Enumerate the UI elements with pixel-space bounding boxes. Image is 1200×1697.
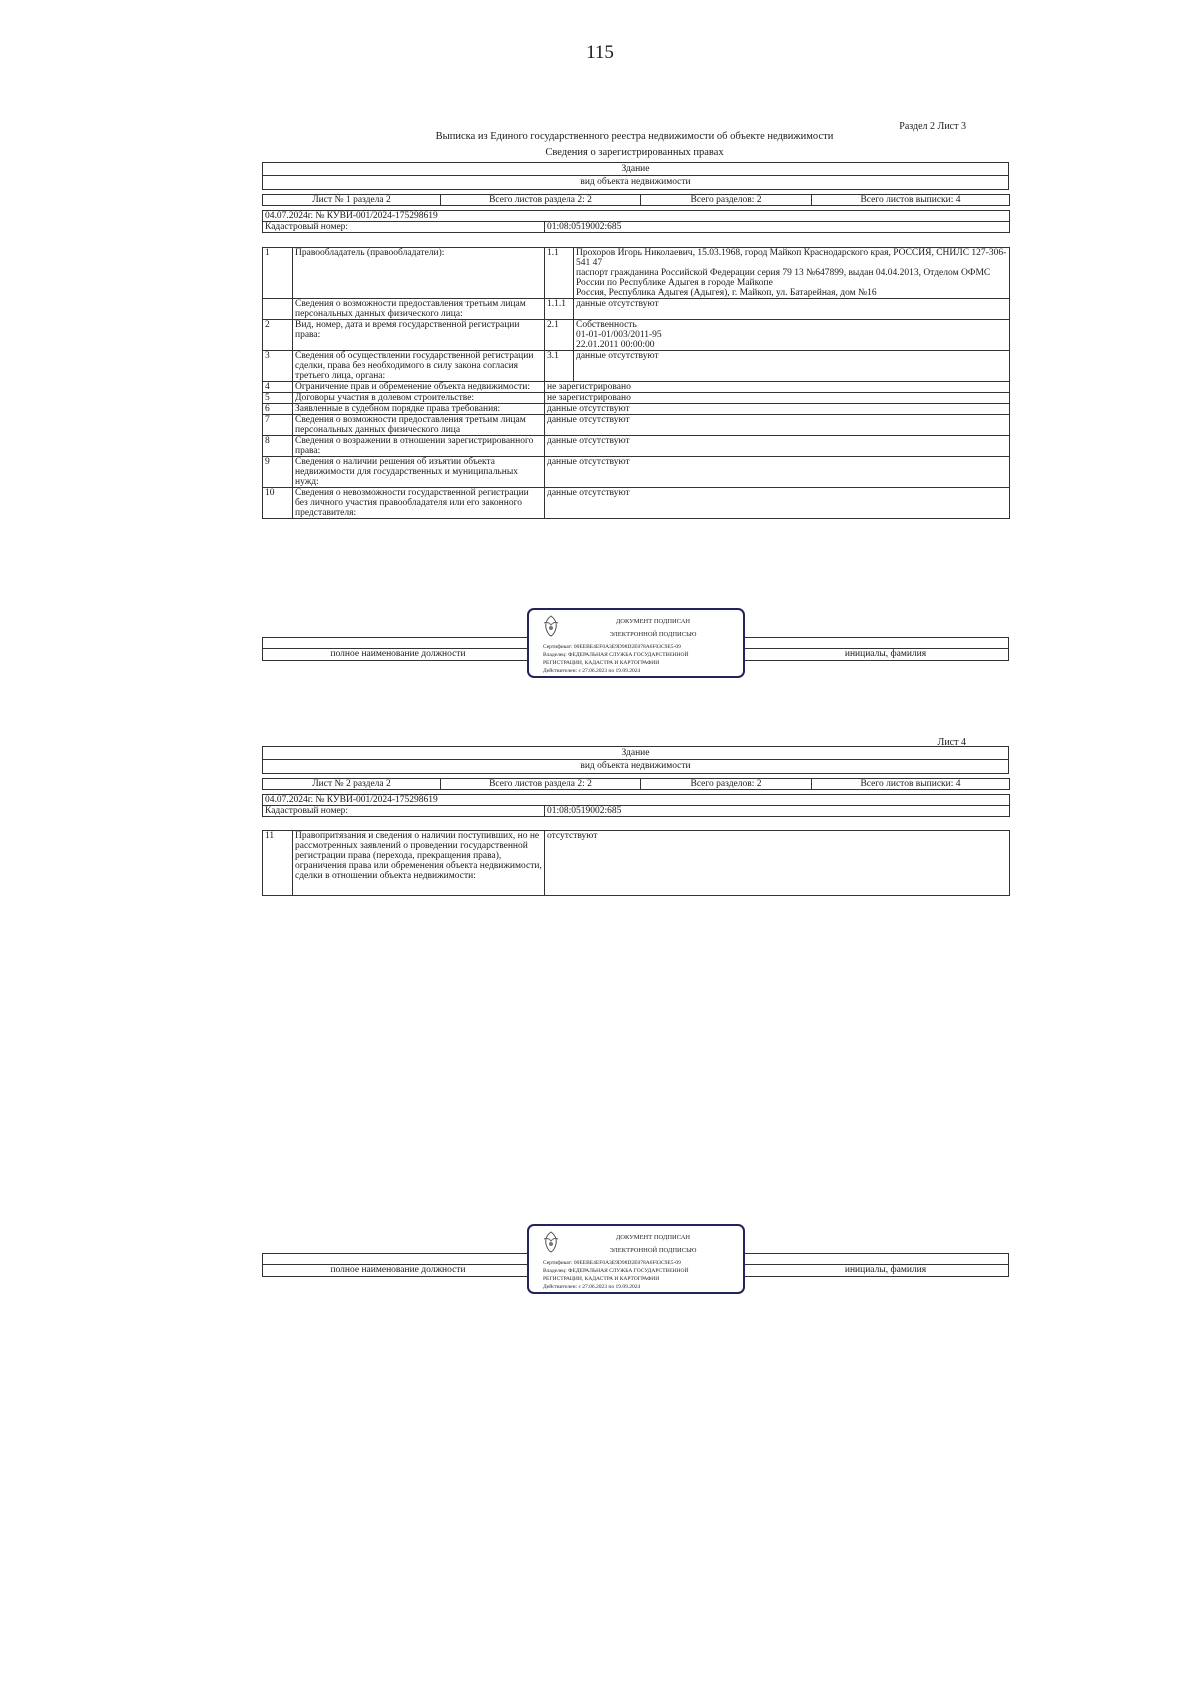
stamp-owner: Владелец: ФЕДЕРАЛЬНАЯ СЛУЖБА ГОСУДАРСТВЕННОЙ — [543, 1268, 689, 1274]
stamp-owner2: РЕГИСТРАЦИИ, КАДАСТРА И КАРТОГРАФИИ — [543, 660, 660, 666]
position-caption: полное наименование должности — [330, 649, 466, 659]
object-kind-caption: вид объекта недвижимости — [580, 177, 691, 187]
row-number: 2 — [263, 320, 293, 351]
object-kind-box-2 — [262, 746, 1009, 774]
page-number: 115 — [586, 42, 614, 63]
rights-row — [263, 351, 1010, 382]
row-value: данные отсутствуют — [545, 488, 1010, 519]
sheet-info-row — [262, 194, 1010, 206]
row-number: 5 — [263, 393, 293, 404]
name-caption: инициалы, фамилия — [844, 649, 927, 659]
date-number: 04.07.2024г. № КУВИ-001/2024-175298619 — [263, 211, 1010, 222]
section-sheet-label: Раздел 2 Лист 3 — [899, 121, 966, 132]
row-label: Вид, номер, дата и время государственной регистрации права: — [293, 320, 545, 351]
claims-table — [262, 830, 1010, 896]
stamp-line1: ДОКУМЕНТ ПОДПИСАН — [615, 1234, 691, 1241]
rights-row — [263, 488, 1010, 519]
row-label: Сведения о возможности предоставления третьим лицам персональных данных физического лица: — [293, 299, 545, 320]
row-number: 7 — [263, 415, 293, 436]
rights-row — [263, 320, 1010, 351]
sheet-number: Лист № 2 раздела 2 — [263, 779, 441, 790]
section-total-sheets: Всего листов раздела 2: 2 — [441, 195, 641, 206]
position-caption: полное наименование должности — [330, 1265, 466, 1275]
section-total-sheets: Всего листов раздела 2: 2 — [441, 779, 641, 790]
row-label: Сведения о наличии решения об изъятии объекта недвижимости для государственных и муниципальных нужд: — [293, 457, 545, 488]
total-extract-sheets: Всего листов выписки: 4 — [812, 779, 1010, 790]
object-kind-caption: вид объекта недвижимости — [580, 761, 691, 771]
stamp-owner: Владелец: ФЕДЕРАЛЬНАЯ СЛУЖБА ГОСУДАРСТВЕННОЙ — [543, 652, 689, 658]
row-subnumber: 3.1 — [545, 351, 574, 382]
extract-id-block-2 — [262, 794, 1010, 817]
row-number: 3 — [263, 351, 293, 382]
date-number: 04.07.2024г. № КУВИ-001/2024-175298619 — [263, 795, 1010, 806]
row-subnumber: 1.1 — [545, 248, 574, 299]
cadastral-label: Кадастровый номер: — [263, 806, 545, 817]
document-subtitle: Сведения о зарегистрированных правах — [545, 147, 724, 158]
rights-row — [263, 404, 1010, 415]
cadastral-value: 01:08:0519002:685 — [545, 222, 1010, 233]
emblem-icon — [541, 615, 561, 637]
rights-row — [263, 436, 1010, 457]
stamp-owner2: РЕГИСТРАЦИИ, КАДАСТРА И КАРТОГРАФИИ — [543, 1276, 660, 1282]
row-label: Заявленные в судебном порядке права требования: — [293, 404, 545, 415]
row-label: Правообладатель (правообладатели): — [293, 248, 545, 299]
row-number — [263, 299, 293, 320]
total-sections: Всего разделов: 2 — [641, 779, 812, 790]
row-subnumber: 1.1.1 — [545, 299, 574, 320]
row-value: данные отсутствуют — [545, 404, 1010, 415]
row-number: 10 — [263, 488, 293, 519]
row-label: Сведения о возражении в отношении зарегистрированного права: — [293, 436, 545, 457]
rights-row — [263, 299, 1010, 320]
document-title: Выписка из Единого государственного реестра недвижимости об объекте недвижимости — [435, 131, 834, 142]
stamp-line2: ЭЛЕКТРОННОЙ ПОДПИСЬЮ — [609, 631, 697, 638]
row-label: Сведения о возможности предоставления третьим лицам персональных данных физического лица — [293, 415, 545, 436]
row-number: 8 — [263, 436, 293, 457]
stamp-line1: ДОКУМЕНТ ПОДПИСАН — [615, 618, 691, 625]
row-value: Прохоров Игорь Николаевич, 15.03.1968, город Майкоп Краснодарского края, РОССИЯ, СНИЛС 127-306-541 47 паспорт гражданина Российской Федерации серия 79 13 №647899, выдан 04.04.2013, Отделом ОФМС России по Республике Адыгея в городе Майкопе Россия, Республика Адыгея (Адыгея), г. Майкоп, ул. Батарейная, дом №16 — [574, 248, 1010, 299]
row-label: Договоры участия в долевом строительстве: — [293, 393, 545, 404]
stamp-line2: ЭЛЕКТРОННОЙ ПОДПИСЬЮ — [609, 1247, 697, 1254]
rights-row — [263, 393, 1010, 404]
row-subnumber: 2.1 — [545, 320, 574, 351]
row-label: Правопритязания и сведения о наличии поступивших, но не рассмотренных заявлений о проведении государственной регистрации права (перехода, прекращения права), ограничения права или обременения объекта недвижимости, сделки в отношении объекта недвижимости: — [293, 831, 545, 896]
object-kind-box — [262, 162, 1009, 190]
row-number: 1 — [263, 248, 293, 299]
stamp-validity: Действителен: с 27.06.2023 по 19.09.2024 — [543, 668, 641, 674]
stamp-certificate: Сертификат: 00ЕЕВЕ4EF0A3E9D98D2E078A6F03C9E5-09 — [543, 644, 681, 650]
row-value: не зарегистрировано — [545, 393, 1010, 404]
sheet4-label: Лист 4 — [937, 737, 966, 748]
row-value: отсутствуют — [545, 831, 1010, 896]
row-value: данные отсутствуют — [545, 457, 1010, 488]
row-label: Сведения о невозможности государственной регистрации без личного участия правообладателя или его законного представителя: — [293, 488, 545, 519]
rights-row — [263, 382, 1010, 393]
row-value: Собственность 01-01-01/003/2011-95 22.01.2011 00:00:00 — [574, 320, 1010, 351]
total-extract-sheets: Всего листов выписки: 4 — [812, 195, 1010, 206]
cadastral-value: 01:08:0519002:685 — [545, 806, 1010, 817]
sheet4-info-row — [262, 778, 1010, 790]
rights-table — [262, 247, 1010, 519]
stamp-validity: Действителен: с 27.06.2023 по 19.09.2024 — [543, 1284, 641, 1290]
rights-row — [263, 415, 1010, 436]
stamp-certificate: Сертификат: 00ЕЕВЕ4EF0A3E9D98D2E078A6F03C9E5-09 — [543, 1260, 681, 1266]
sheet-number: Лист № 1 раздела 2 — [263, 195, 441, 206]
row-value: данные отсутствуют — [574, 351, 1010, 382]
row-label: Сведения об осуществлении государственной регистрации сделки, права без необходимого в силу закона согласия третьего лица, органа: — [293, 351, 545, 382]
row-number: 11 — [263, 831, 293, 896]
electronic-signature-stamp-2 — [527, 1224, 745, 1294]
total-sections: Всего разделов: 2 — [641, 195, 812, 206]
row-number: 4 — [263, 382, 293, 393]
rights-row — [263, 248, 1010, 299]
extract-id-block — [262, 210, 1010, 233]
row-value: не зарегистрировано — [545, 382, 1010, 393]
name-caption: инициалы, фамилия — [844, 1265, 927, 1275]
row-value: данные отсутствуют — [545, 436, 1010, 457]
object-kind: Здание — [263, 747, 1008, 760]
row-number: 6 — [263, 404, 293, 415]
rights-row — [263, 457, 1010, 488]
electronic-signature-stamp — [527, 608, 745, 678]
cadastral-label: Кадастровый номер: — [263, 222, 545, 233]
row-value: данные отсутствуют — [545, 415, 1010, 436]
row-label: Ограничение прав и обременение объекта недвижимости: — [293, 382, 545, 393]
row-value: данные отсутствуют — [574, 299, 1010, 320]
emblem-icon — [541, 1231, 561, 1253]
row-number: 9 — [263, 457, 293, 488]
object-kind: Здание — [263, 163, 1008, 176]
